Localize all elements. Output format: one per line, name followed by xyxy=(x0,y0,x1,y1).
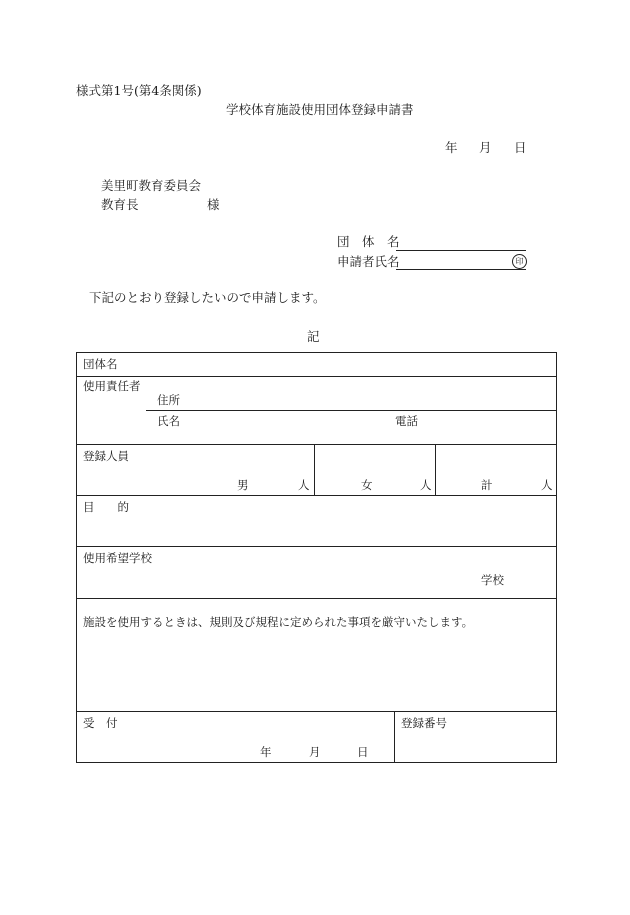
responsible-label: 使用責任者 xyxy=(83,379,141,393)
seal-mark: 印 xyxy=(512,254,527,269)
intro-text: 下記のとおり登録したいので申請します。 xyxy=(89,290,326,305)
registration-form-table xyxy=(76,352,557,763)
phone-label: 電話 xyxy=(395,414,418,428)
receipt-month: 月 xyxy=(309,745,321,759)
date-month-label: 月 xyxy=(479,140,492,155)
pledge-text: 施設を使用するときは、規則及び規程に定められた事項を厳守いたします。 xyxy=(83,615,474,629)
registration-number-label: 登録番号 xyxy=(401,716,447,730)
name-label: 氏名 xyxy=(157,414,180,428)
total-unit: 人 xyxy=(541,478,553,492)
addressee-org: 美里町教育委員会 xyxy=(101,178,202,193)
receipt-label: 受 付 xyxy=(83,716,118,730)
school-label: 使用希望学校 xyxy=(83,551,152,565)
female-label: 女 xyxy=(361,478,373,492)
row-divider xyxy=(77,546,556,547)
date-year-label: 年 xyxy=(445,140,458,155)
group-name-label: 団体名 xyxy=(83,357,118,371)
row-divider xyxy=(77,495,556,496)
applicant-group-label: 団 体 名 xyxy=(337,234,400,249)
members-label: 登録人員 xyxy=(83,449,129,463)
ki-heading: 記 xyxy=(307,329,320,344)
applicant-name-label: 申請者氏名 xyxy=(337,254,400,269)
form-number: 様式第1号(第4条関係) xyxy=(76,83,202,98)
male-unit: 人 xyxy=(298,478,310,492)
school-suffix: 学校 xyxy=(481,573,504,587)
receipt-year: 年 xyxy=(260,745,272,759)
row-divider xyxy=(77,711,556,712)
total-label: 計 xyxy=(481,478,493,492)
row-divider xyxy=(77,444,556,445)
row-divider xyxy=(77,376,556,377)
col-divider xyxy=(435,444,436,495)
applicant-name-underline[interactable] xyxy=(396,269,526,270)
document-title: 学校体育施設使用団体登録申請書 xyxy=(226,102,414,117)
receipt-day: 日 xyxy=(357,745,369,759)
address-label: 住所 xyxy=(157,393,180,407)
addressee-role: 教育長 xyxy=(101,197,139,212)
female-unit: 人 xyxy=(420,478,432,492)
row-divider xyxy=(146,410,556,411)
addressee-honorific: 様 xyxy=(207,197,220,212)
purpose-label: 目 的 xyxy=(83,500,129,514)
male-label: 男 xyxy=(237,478,249,492)
col-divider xyxy=(314,444,315,495)
group-name-underline[interactable] xyxy=(396,250,526,251)
col-divider xyxy=(394,711,395,763)
row-divider xyxy=(77,598,556,599)
date-day-label: 日 xyxy=(514,140,527,155)
